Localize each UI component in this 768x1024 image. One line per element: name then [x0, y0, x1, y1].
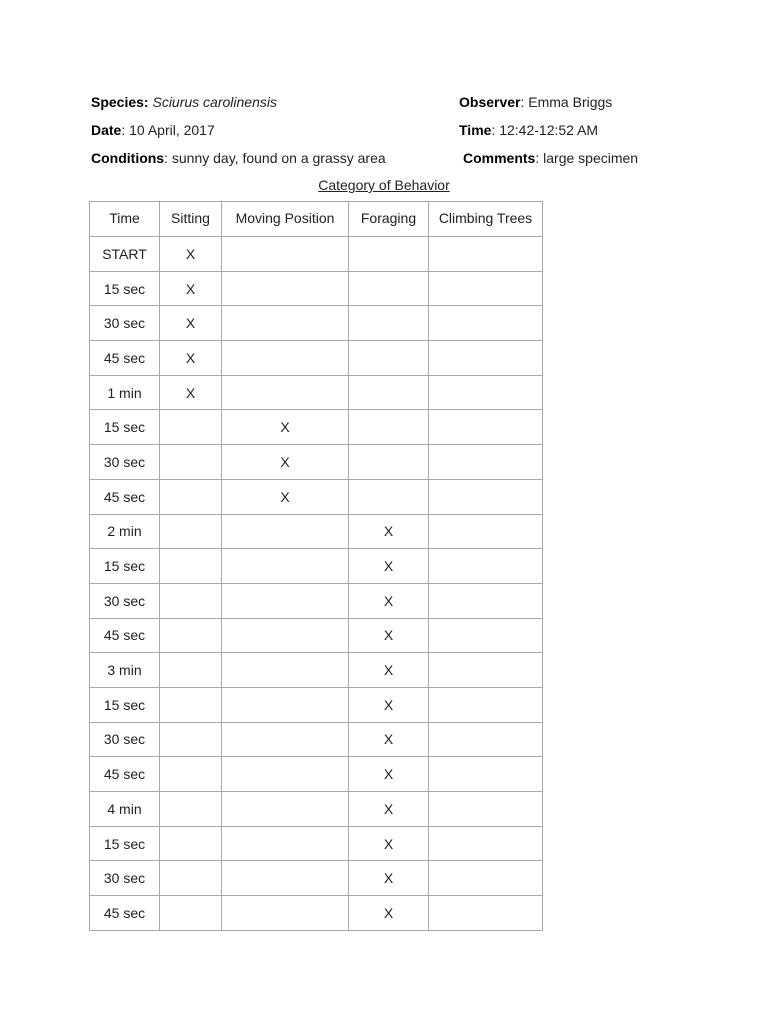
moving-position-cell — [222, 792, 349, 827]
climbing-trees-cell — [429, 479, 543, 514]
sitting-cell — [160, 722, 222, 757]
time-cell: 2 min — [90, 514, 160, 549]
foraging-cell: X — [349, 618, 429, 653]
moving-position-cell — [222, 653, 349, 688]
climbing-trees-cell — [429, 722, 543, 757]
conditions-line — [91, 150, 386, 166]
time-cell: 3 min — [90, 653, 160, 688]
time-cell: 30 sec — [90, 861, 160, 896]
moving-position-cell — [222, 237, 349, 272]
climbing-trees-cell — [429, 896, 543, 931]
time-cell: 30 sec — [90, 306, 160, 341]
sitting-cell — [160, 583, 222, 618]
moving-position-cell — [222, 271, 349, 306]
table-row — [90, 445, 543, 480]
foraging-cell — [349, 271, 429, 306]
table-row — [90, 896, 543, 931]
column-header-time: Time — [90, 202, 160, 237]
time-cell: 1 min — [90, 375, 160, 410]
sitting-cell — [160, 549, 222, 584]
moving-position-cell — [222, 514, 349, 549]
table-title: Category of Behavior — [318, 177, 450, 193]
climbing-trees-cell — [429, 826, 543, 861]
sitting-cell: X — [160, 375, 222, 410]
table-row — [90, 514, 543, 549]
foraging-cell: X — [349, 757, 429, 792]
time-cell: START — [90, 237, 160, 272]
moving-position-cell — [222, 722, 349, 757]
moving-position-cell — [222, 826, 349, 861]
table-row — [90, 583, 543, 618]
moving-position-cell — [222, 757, 349, 792]
time-cell: 30 sec — [90, 583, 160, 618]
table-row — [90, 479, 543, 514]
table-row — [90, 826, 543, 861]
time-cell: 30 sec — [90, 722, 160, 757]
moving-position-cell: X — [222, 410, 349, 445]
comments-line — [463, 150, 638, 166]
foraging-cell: X — [349, 722, 429, 757]
time-cell: 45 sec — [90, 896, 160, 931]
sitting-cell: X — [160, 306, 222, 341]
table-row — [90, 271, 543, 306]
time-line — [459, 122, 598, 138]
time-cell: 4 min — [90, 792, 160, 827]
moving-position-cell — [222, 341, 349, 376]
sitting-cell — [160, 826, 222, 861]
climbing-trees-cell — [429, 757, 543, 792]
observer-value: : Emma Briggs — [520, 94, 613, 110]
sitting-cell — [160, 896, 222, 931]
time-value: : 12:42-12:52 AM — [491, 122, 599, 138]
sitting-cell — [160, 514, 222, 549]
moving-position-cell: X — [222, 445, 349, 480]
time-cell: 45 sec — [90, 757, 160, 792]
table-row — [90, 549, 543, 584]
climbing-trees-cell — [429, 583, 543, 618]
climbing-trees-cell — [429, 514, 543, 549]
sitting-cell — [160, 687, 222, 722]
column-header-foraging: Foraging — [349, 202, 429, 237]
table-header-row — [90, 202, 543, 237]
species-value: Sciurus carolinensis — [152, 94, 277, 110]
foraging-cell: X — [349, 549, 429, 584]
sitting-cell: X — [160, 341, 222, 376]
climbing-trees-cell — [429, 445, 543, 480]
climbing-trees-cell — [429, 375, 543, 410]
foraging-cell: X — [349, 687, 429, 722]
table-row — [90, 757, 543, 792]
moving-position-cell — [222, 583, 349, 618]
foraging-cell: X — [349, 583, 429, 618]
column-header-sitting: Sitting — [160, 202, 222, 237]
table-row — [90, 410, 543, 445]
time-cell: 45 sec — [90, 341, 160, 376]
sitting-cell: X — [160, 271, 222, 306]
moving-position-cell: X — [222, 479, 349, 514]
table-row — [90, 722, 543, 757]
climbing-trees-cell — [429, 861, 543, 896]
sitting-cell — [160, 618, 222, 653]
observer-label: Observer — [459, 94, 521, 110]
comments-label: Comments — [463, 150, 536, 166]
climbing-trees-cell — [429, 237, 543, 272]
time-cell: 15 sec — [90, 410, 160, 445]
foraging-cell: X — [349, 653, 429, 688]
table-row — [90, 653, 543, 688]
conditions-value: : sunny day, found on a grassy area — [164, 150, 386, 166]
table-row — [90, 861, 543, 896]
moving-position-cell — [222, 861, 349, 896]
date-label: Date — [91, 122, 122, 138]
time-cell: 15 sec — [90, 271, 160, 306]
time-cell: 45 sec — [90, 479, 160, 514]
foraging-cell — [349, 306, 429, 341]
foraging-cell — [349, 410, 429, 445]
time-cell: 30 sec — [90, 445, 160, 480]
table-row — [90, 237, 543, 272]
sitting-cell — [160, 861, 222, 896]
foraging-cell — [349, 341, 429, 376]
table-row — [90, 341, 543, 376]
foraging-cell — [349, 479, 429, 514]
conditions-label: Conditions — [91, 150, 165, 166]
climbing-trees-cell — [429, 618, 543, 653]
foraging-cell — [349, 375, 429, 410]
species-label: Species: — [91, 94, 149, 110]
table-row — [90, 375, 543, 410]
sitting-cell — [160, 445, 222, 480]
foraging-cell — [349, 445, 429, 480]
climbing-trees-cell — [429, 687, 543, 722]
time-cell: 45 sec — [90, 618, 160, 653]
moving-position-cell — [222, 549, 349, 584]
observer-line — [459, 94, 612, 110]
sitting-cell — [160, 792, 222, 827]
sitting-cell — [160, 757, 222, 792]
climbing-trees-cell — [429, 792, 543, 827]
climbing-trees-cell — [429, 653, 543, 688]
column-header-climbing-trees: Climbing Trees — [429, 202, 543, 237]
foraging-cell: X — [349, 792, 429, 827]
climbing-trees-cell — [429, 410, 543, 445]
foraging-cell — [349, 237, 429, 272]
moving-position-cell — [222, 306, 349, 341]
climbing-trees-cell — [429, 306, 543, 341]
table-row — [90, 687, 543, 722]
climbing-trees-cell — [429, 271, 543, 306]
date-value: : 10 April, 2017 — [121, 122, 215, 138]
climbing-trees-cell — [429, 341, 543, 376]
time-label: Time — [459, 122, 492, 138]
table-row — [90, 618, 543, 653]
comments-value: : large specimen — [535, 150, 639, 166]
foraging-cell: X — [349, 826, 429, 861]
time-cell: 15 sec — [90, 549, 160, 584]
sitting-cell: X — [160, 237, 222, 272]
foraging-cell: X — [349, 861, 429, 896]
species-line — [91, 94, 277, 110]
column-header-moving-position: Moving Position — [222, 202, 349, 237]
sitting-cell — [160, 410, 222, 445]
table-body — [90, 237, 543, 931]
climbing-trees-cell — [429, 549, 543, 584]
table-row — [90, 792, 543, 827]
table-row — [90, 306, 543, 341]
time-cell: 15 sec — [90, 826, 160, 861]
behavior-table — [89, 201, 543, 931]
moving-position-cell — [222, 375, 349, 410]
foraging-cell: X — [349, 896, 429, 931]
moving-position-cell — [222, 896, 349, 931]
sitting-cell — [160, 653, 222, 688]
moving-position-cell — [222, 687, 349, 722]
time-cell: 15 sec — [90, 687, 160, 722]
date-line — [91, 122, 215, 138]
moving-position-cell — [222, 618, 349, 653]
sitting-cell — [160, 479, 222, 514]
foraging-cell: X — [349, 514, 429, 549]
